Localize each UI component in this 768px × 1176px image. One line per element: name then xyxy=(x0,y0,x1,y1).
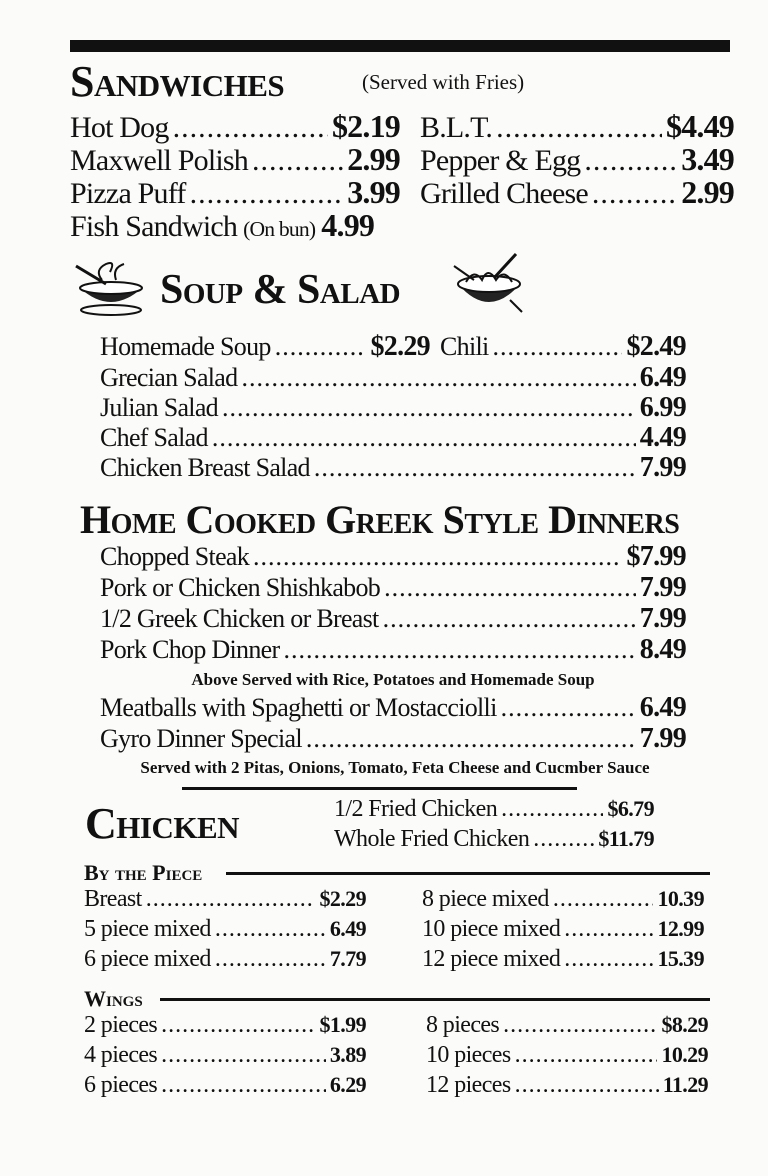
top-divider xyxy=(70,40,730,52)
chicken-top-rule xyxy=(182,787,577,790)
menu-item: Gyro Dinner Special ..... 7.99 xyxy=(100,723,686,755)
soup-bowl-icon xyxy=(72,258,150,318)
menu-item: Chef Salad ..... 4.49 xyxy=(100,422,686,454)
sandwiches-note: (Served with Fries) xyxy=(362,70,525,94)
menu-item: Julian Salad ..... 6.99 xyxy=(100,392,686,424)
menu-item: 6 pieces ..... 6.29 xyxy=(84,1072,366,1099)
menu-item: 12 piece mixed ..... 15.39 xyxy=(422,946,704,973)
menu-item: Homemade Soup ..... $2.29 xyxy=(100,331,430,363)
menu-item: Chicken Breast Salad ..... 7.99 xyxy=(100,452,686,484)
wings-rule xyxy=(160,998,710,1001)
wings-heading: Wings xyxy=(84,986,143,1011)
menu-item: 12 pieces ..... 11.29 xyxy=(426,1072,708,1099)
menu-item: Chopped Steak ..... $7.99 xyxy=(100,541,686,573)
dinners-heading: Home Cooked Greek Style Dinners xyxy=(80,497,680,542)
menu-item: 10 pieces ..... 10.29 xyxy=(426,1042,708,1069)
by-the-piece-heading: By the Piece xyxy=(84,860,203,885)
by-the-piece-rule xyxy=(226,872,710,875)
menu-item: 4 pieces ..... 3.89 xyxy=(84,1042,366,1069)
gyro-note: Served with 2 Pitas, Onions, Tomato, Feta Cheese and Cucmber Sauce xyxy=(140,758,650,777)
menu-item: B.L.T. ..... $4.49 xyxy=(420,108,734,145)
menu-item: 2 pieces ..... $1.99 xyxy=(84,1012,366,1039)
menu-item: Chili ..... $2.49 xyxy=(440,331,686,363)
menu-item: Pepper & Egg ..... 3.49 xyxy=(420,141,734,178)
salad-bowl-icon xyxy=(450,250,528,318)
menu-item: Pork or Chicken Shishkabob ..... 7.99 xyxy=(100,572,686,604)
menu-item: Grilled Cheese ..... 2.99 xyxy=(420,174,734,211)
menu-item: Hot Dog ..... $2.19 xyxy=(70,108,400,145)
menu-item: Pork Chop Dinner ..... 8.49 xyxy=(100,634,686,666)
menu-item: Whole Fried Chicken ..... $11.79 xyxy=(334,826,654,853)
menu-item: Fish Sandwich (On bun) 4.99 xyxy=(70,207,375,243)
menu-item: Meatballs with Spaghetti or Mostacciolli ..... 6.49 xyxy=(100,692,686,724)
menu-item: Grecian Salad ..... 6.49 xyxy=(100,362,686,394)
menu-item: 1/2 Greek Chicken or Breast ..... 7.99 xyxy=(100,603,686,635)
menu-item: 10 piece mixed ..... 12.99 xyxy=(422,916,704,943)
menu-item: Pizza Puff ..... 3.99 xyxy=(70,174,400,211)
menu-item: 8 piece mixed ..... 10.39 xyxy=(422,886,704,913)
menu-item: Breast ..... $2.29 xyxy=(84,886,366,913)
menu-item: 5 piece mixed ..... 6.49 xyxy=(84,916,366,943)
menu-item: 8 pieces ..... $8.29 xyxy=(426,1012,708,1039)
chicken-heading: Chicken xyxy=(85,799,240,848)
sandwiches-heading: Sandwiches xyxy=(70,57,285,106)
menu-item: 6 piece mixed ..... 7.79 xyxy=(84,946,366,973)
soup-salad-heading: Soup & Salad xyxy=(160,267,401,313)
menu-item: 1/2 Fried Chicken ..... $6.79 xyxy=(334,796,654,823)
menu-item: Maxwell Polish ..... 2.99 xyxy=(70,141,400,178)
dinners-note: Above Served with Rice, Potatoes and Homemade Soup xyxy=(191,670,595,689)
